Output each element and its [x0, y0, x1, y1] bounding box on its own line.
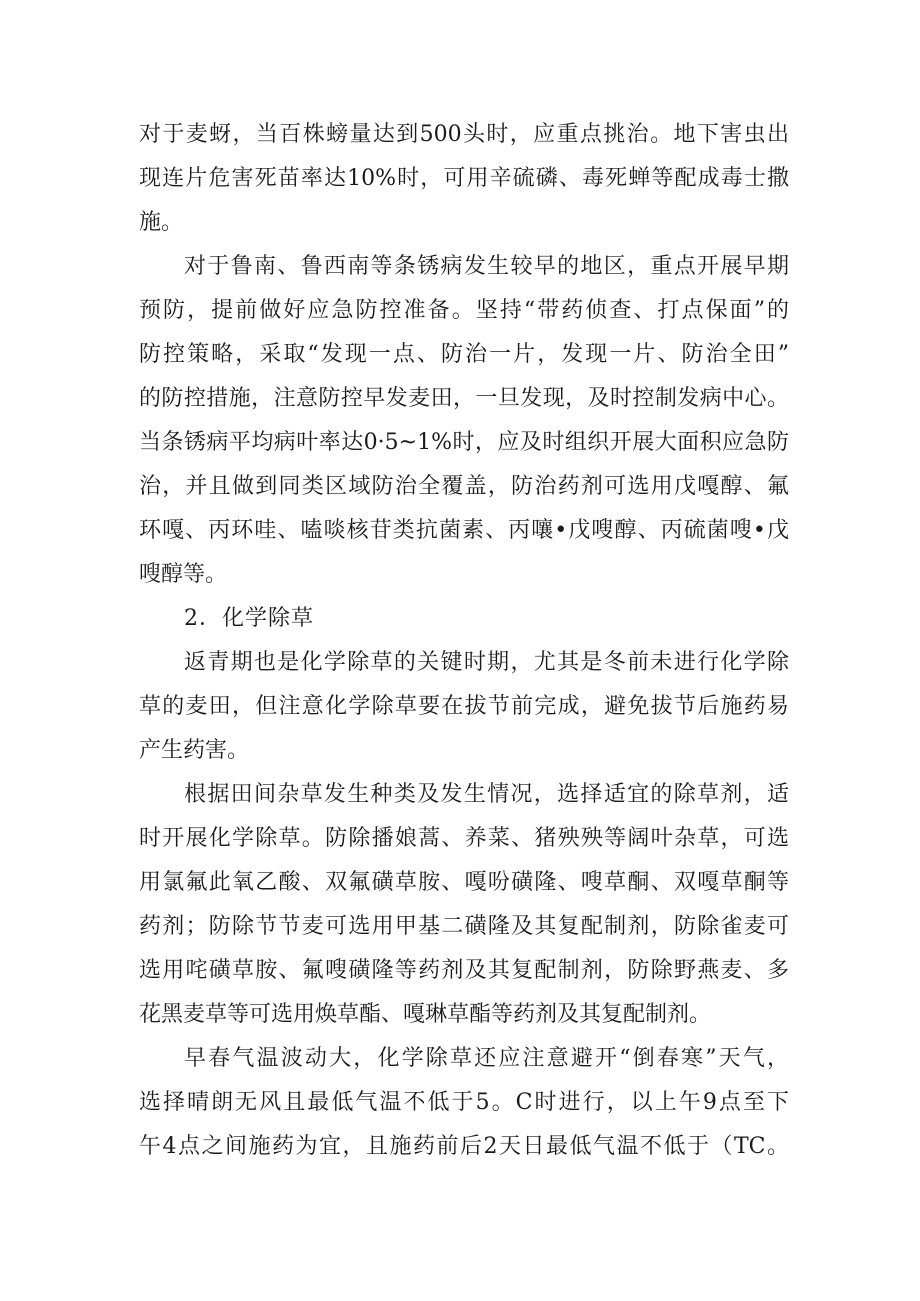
text-line: 药剂；防除节节麦可选用甲基二磺隆及其复配制剂，防除雀麦可 [139, 914, 789, 939]
text-line: 施。 [139, 210, 184, 235]
paragraph-weeding-timing [139, 641, 789, 773]
text-line: 对于鲁南、鲁西南等条锈病发生较早的地区，重点开展早期 [184, 254, 789, 279]
text-line: 治，并且做到同类区域防治全覆盖，防治药剂可选用戊嘎醇、氟 [139, 474, 789, 499]
paragraph-herbicide-selection [139, 773, 789, 1037]
text-line: 选用咤磺草胺、氟嗖磺隆等药剂及其复配制剂，防除野燕麦、多 [139, 958, 789, 983]
text-line: 根据田间杂草发生种类及发生情况，选择适宜的除草剂，适 [184, 782, 789, 807]
section-heading: 2．化学除草 [184, 606, 314, 631]
text-line: 用氯氟此氧乙酸、双氟磺草胺、嘎吩磺隆、嗖草酮、双嘎草酮等 [139, 870, 789, 895]
section-heading-chemical-weeding [139, 597, 789, 641]
text-line: 午4点之间施药为宜，且施药前后2天日最低气温不低于（TC。 [139, 1134, 789, 1159]
text-line: 的防控措施，注意防控早发麦田，一旦发现，及时控制发病中心。 [139, 386, 789, 411]
text-line: 嗖醇等。 [139, 562, 228, 587]
text-line: 当条锈病平均病叶率达0·5~1%时，应及时组织开展大面积应急防 [139, 430, 789, 455]
text-line: 对于麦蚜，当百株螃量达到500头时，应重点挑治。地下害虫出 [139, 122, 789, 147]
paragraph-wheat-aphid [139, 113, 789, 245]
text-line: 草的麦田，但注意化学除草要在拔节前完成，避免拔节后施药易 [139, 694, 789, 719]
text-line: 现连片危害死苗率达10%时，可用辛硫磷、毒死蝉等配成毒士撒 [139, 166, 789, 191]
text-line: 时开展化学除草。防除播娘蒿、养菜、猪殃殃等阔叶杂草，可选 [139, 826, 789, 851]
paragraph-weather-caution [139, 1037, 789, 1169]
text-line: 返青期也是化学除草的关键时期，尤其是冬前未进行化学除 [184, 650, 789, 675]
text-line: 选择晴朗无风且最低气温不低于5。C时进行，以上午9点至下 [139, 1090, 789, 1115]
text-line: 产生药害。 [139, 738, 250, 763]
text-line: 环嘎、丙环哇、嗑啖核苷类抗菌素、丙嚷•戊嗖醇、丙硫菌嗖•戊 [139, 518, 789, 543]
text-line: 预防，提前做好应急防控准备。坚持“带药侦查、打点保面”的 [139, 298, 789, 323]
text-line: 防控策略，采取“发现一点、防治一片，发现一片、防治全田” [139, 342, 789, 367]
text-line: 花黑麦草等可选用焕草酯、嘎琳草酯等药剂及其复配制剂。 [139, 1002, 712, 1027]
text-line: 早春气温波动大，化学除草还应注意避开“倒春寒”天气， [184, 1046, 789, 1071]
document-body [139, 113, 789, 1169]
paragraph-stripe-rust [139, 245, 789, 597]
